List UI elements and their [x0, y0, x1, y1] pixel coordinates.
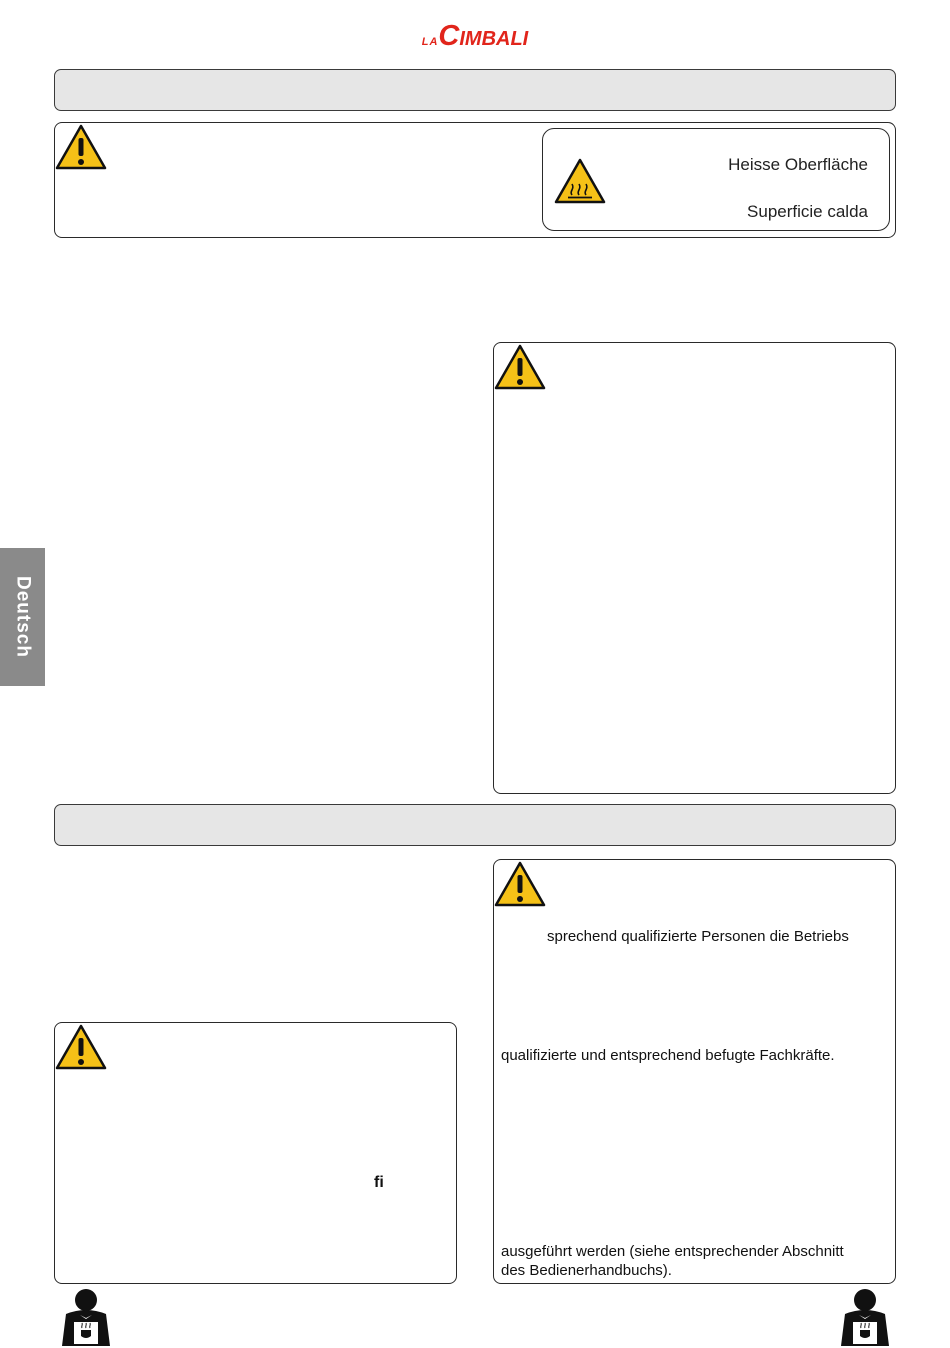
language-tab-label: Deutsch	[12, 576, 34, 658]
brand-logo	[405, 20, 545, 54]
ligature-glyph: fi	[374, 1174, 384, 1191]
brand-logo-rest: IMBALI	[459, 28, 529, 50]
brand-logo-la: LA	[421, 36, 439, 48]
warning-icon	[54, 123, 108, 171]
warning-icon	[493, 343, 547, 391]
operator-figure-icon	[54, 1288, 118, 1348]
right-warning-box-middle	[493, 342, 896, 794]
language-tab[interactable]	[0, 548, 45, 686]
warning-icon	[54, 1023, 108, 1071]
warning-icon	[493, 860, 547, 908]
warning-text-line: sprechend qualifizierte Personen die Betriebs	[547, 928, 849, 945]
section-header-bar-2	[54, 804, 896, 846]
warning-text-line: qualifizierte und entsprechend befugte Fachkräfte.	[501, 1047, 835, 1064]
section-header-bar-1	[54, 69, 896, 111]
warning-text-line: ausgeführt werden (siehe entsprechender Abschnitt	[501, 1243, 844, 1260]
left-warning-box	[54, 1022, 457, 1284]
right-warning-box-bottom	[493, 859, 896, 1284]
hot-surface-icon	[553, 157, 607, 205]
brand-logo-c: C	[438, 20, 460, 52]
hot-surface-label-de: Heisse Oberfläche	[728, 155, 868, 174]
warning-text-line: des Bedienerhandbuchs).	[501, 1262, 672, 1279]
hot-surface-label-it: Superficie calda	[747, 202, 868, 221]
operator-figure-icon	[833, 1288, 897, 1348]
